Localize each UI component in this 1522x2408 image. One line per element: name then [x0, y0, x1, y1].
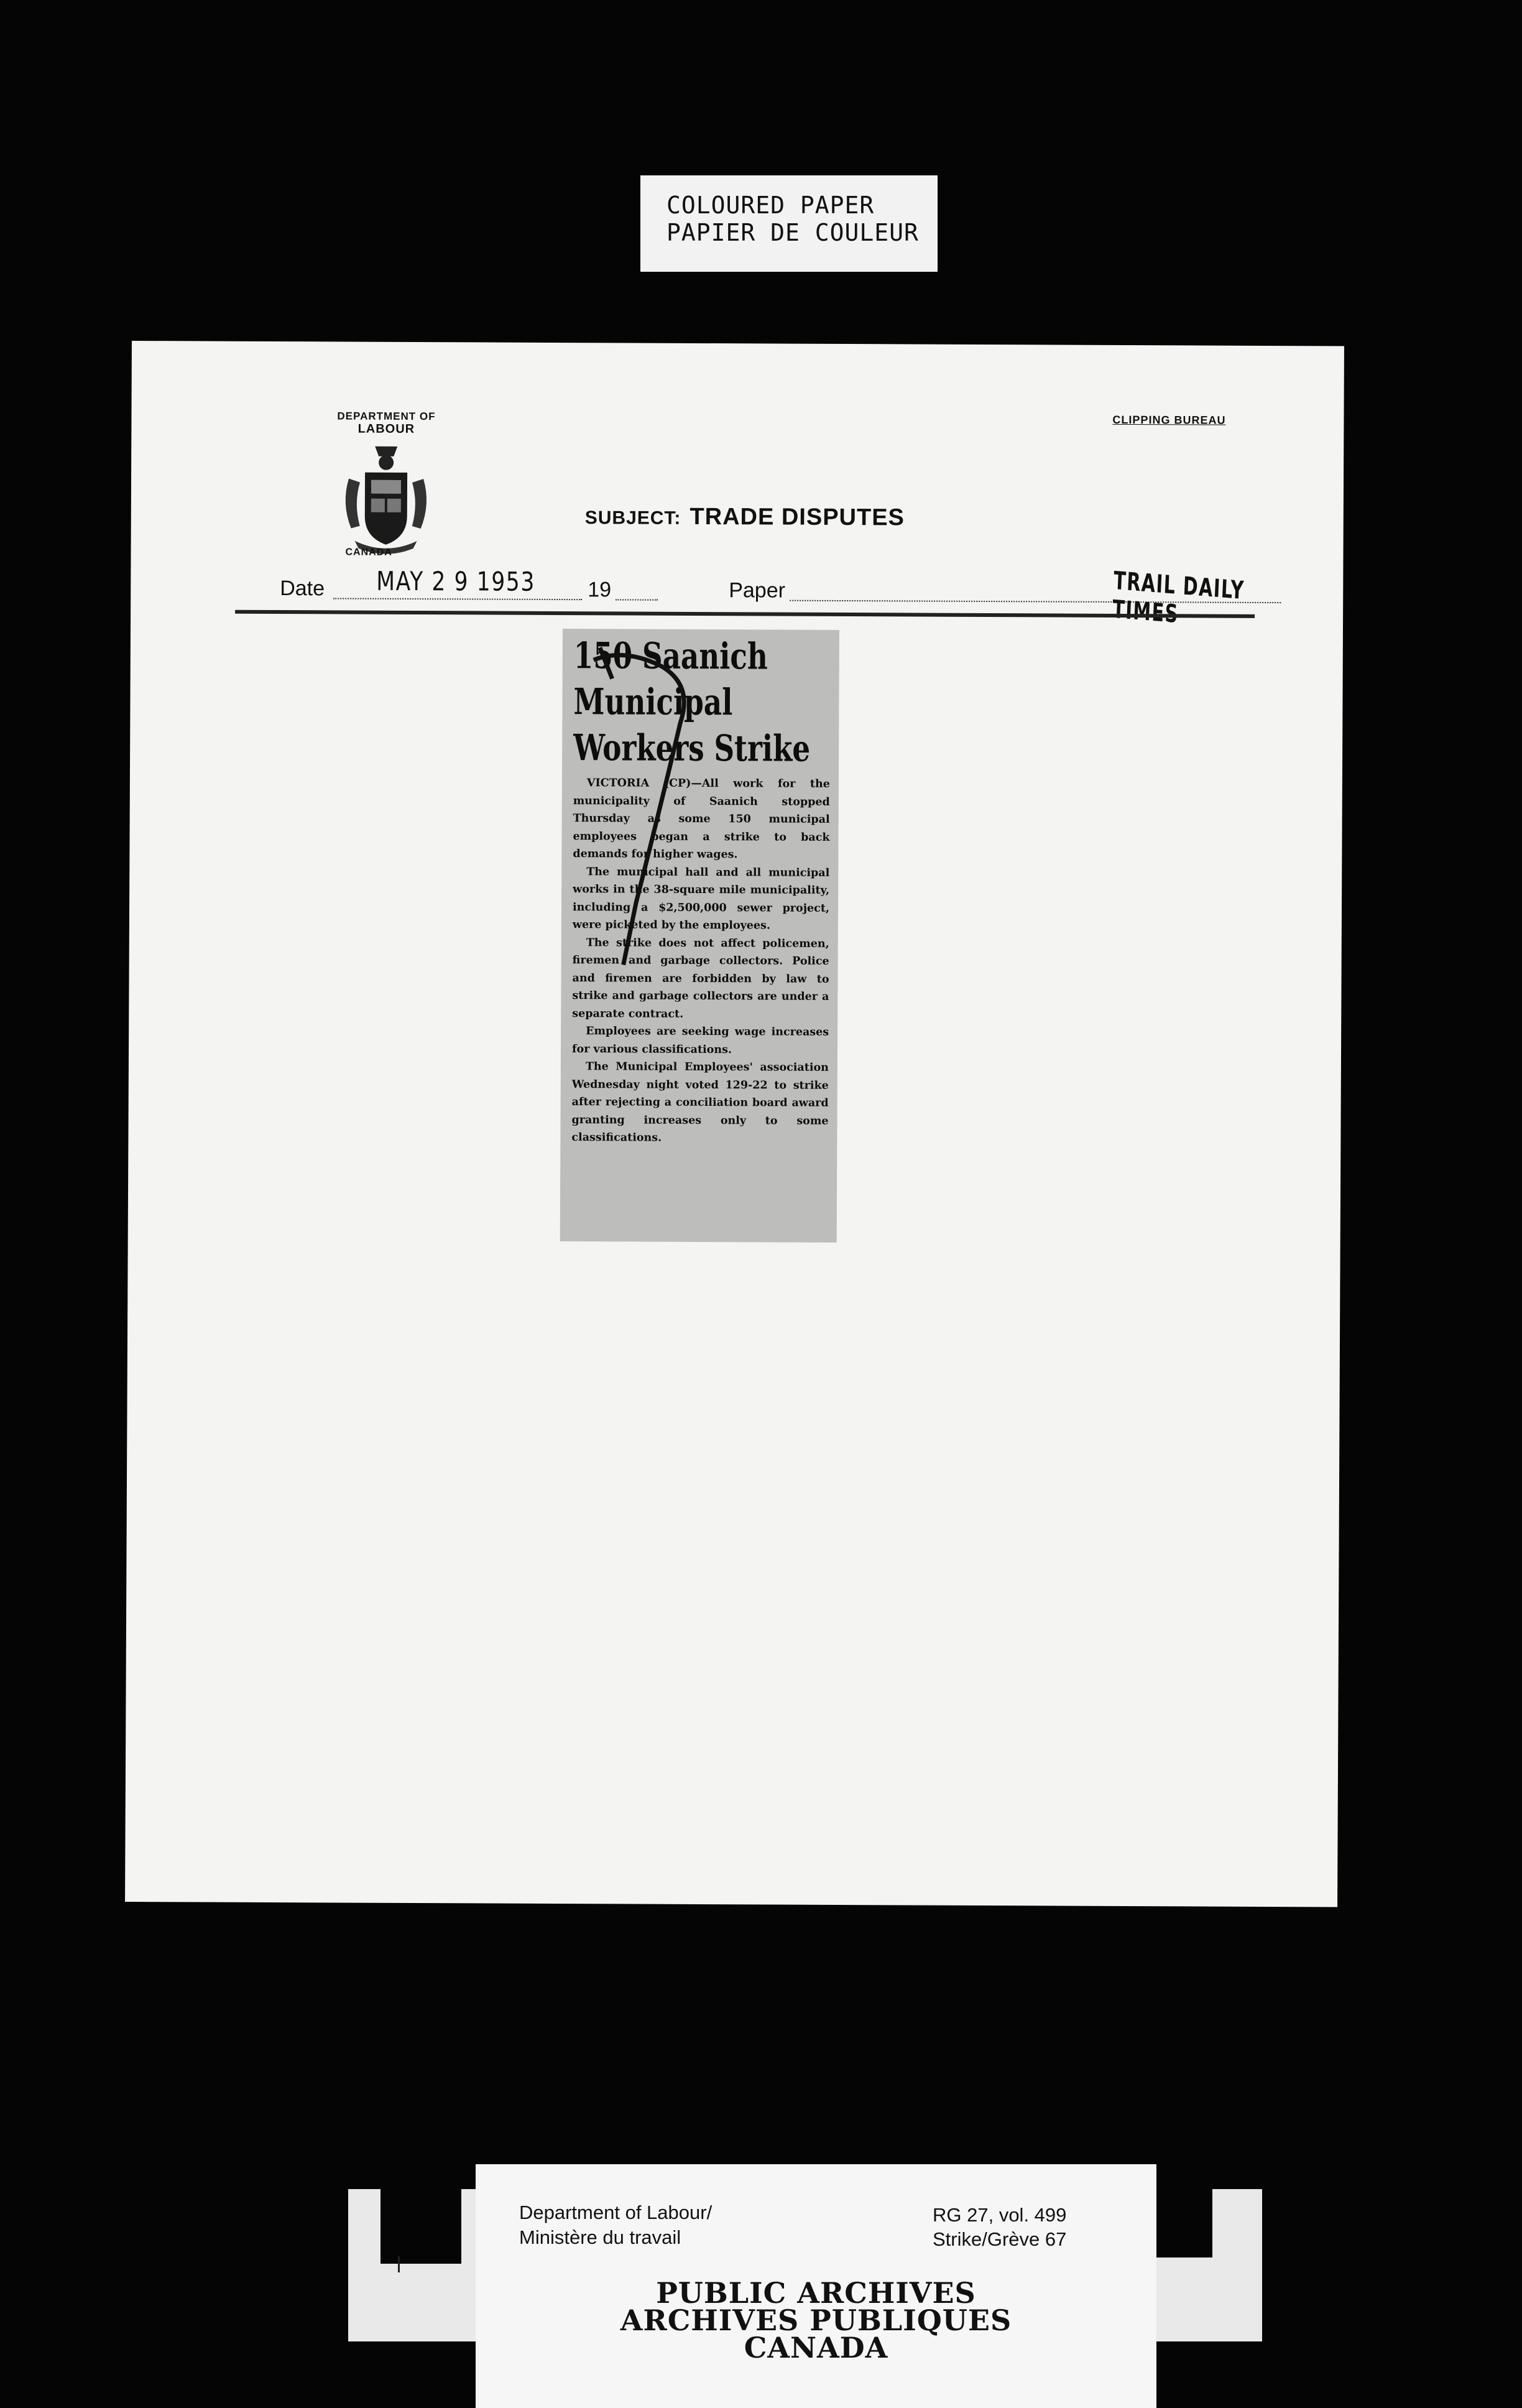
archive-file: Strike/Grève 67	[933, 2228, 1067, 2250]
year-dotted-line	[616, 599, 658, 600]
department-line-1: DEPARTMENT OF	[337, 410, 436, 423]
department-name	[318, 410, 454, 435]
header-divider	[235, 610, 1255, 618]
archives-country: CANADA	[744, 2331, 888, 2364]
archive-dept-fr: Ministère du travail	[519, 2226, 681, 2248]
archives-title-en: PUBLIC ARCHIVES	[656, 2276, 976, 2310]
coat-of-arms-icon	[336, 441, 436, 560]
date-label: Date	[280, 577, 325, 601]
clipping-paragraph: The Municipal Employees' association Wednesday night voted 129-22 to strike after rejecting a conciliation board award granting increases only to some classifications.	[571, 1060, 829, 1144]
clipping-headline: 150 Saanich Municipal Workers Strike	[573, 634, 811, 770]
paper-stamp: TRAIL DAILY TIMES	[1112, 566, 1245, 629]
archive-dept-en: Department of Labour/	[519, 2202, 713, 2223]
country-label: CANADA	[345, 547, 392, 558]
department-line-2: LABOUR	[357, 422, 415, 436]
coloured-paper-line-en: COLOURED PAPER	[666, 192, 875, 219]
date-stamp: MAY 2 9 1953	[376, 565, 536, 597]
handwritten-seven-mark	[586, 641, 712, 1077]
date-dotted-line	[333, 598, 582, 600]
clipping-paragraph: The strike does not affect policemen, firemen and garbage collectors. Police and firemen are forbidden by law to strike and garbage collectors are under a separate contract.	[572, 936, 829, 1021]
date-paper-row	[280, 565, 1306, 629]
archive-tag-notch-left	[380, 2189, 461, 2264]
subject-label: SUBJECT:	[584, 507, 681, 529]
year-label: 19	[588, 578, 612, 602]
clipping-paragraph: The municipal hall and all municipal works in the 38-square mile municipality, including a $2,500,000 sewer project, were picketed by the employees.	[572, 865, 830, 932]
archives-title-fr: ARCHIVES PUBLIQUES	[620, 2304, 1012, 2337]
clipping-paragraph: VICTORIA (CP)—All work for the municipality of Saanich stopped Thursday as some 150 municipal employees began a strike to back demands for higher wages.	[573, 777, 830, 861]
archive-tag-mark	[398, 2256, 400, 2272]
clipping-sheet	[125, 341, 1344, 1907]
coloured-paper-line-fr: PAPIER DE COULEUR	[666, 219, 919, 246]
clipping-bureau-label: CLIPPING BUREAU	[1112, 413, 1226, 427]
subject-row	[585, 503, 905, 531]
paper-label: Paper	[729, 578, 786, 603]
subject-value: TRADE DISPUTES	[690, 503, 905, 531]
archive-tag-notch-right	[1150, 2189, 1212, 2258]
archive-reference: RG 27, vol. 499	[933, 2204, 1067, 2226]
clipping-paragraph: Employees are seeking wage increases for various classifications.	[571, 1025, 829, 1056]
coloured-paper-tag	[640, 175, 938, 272]
